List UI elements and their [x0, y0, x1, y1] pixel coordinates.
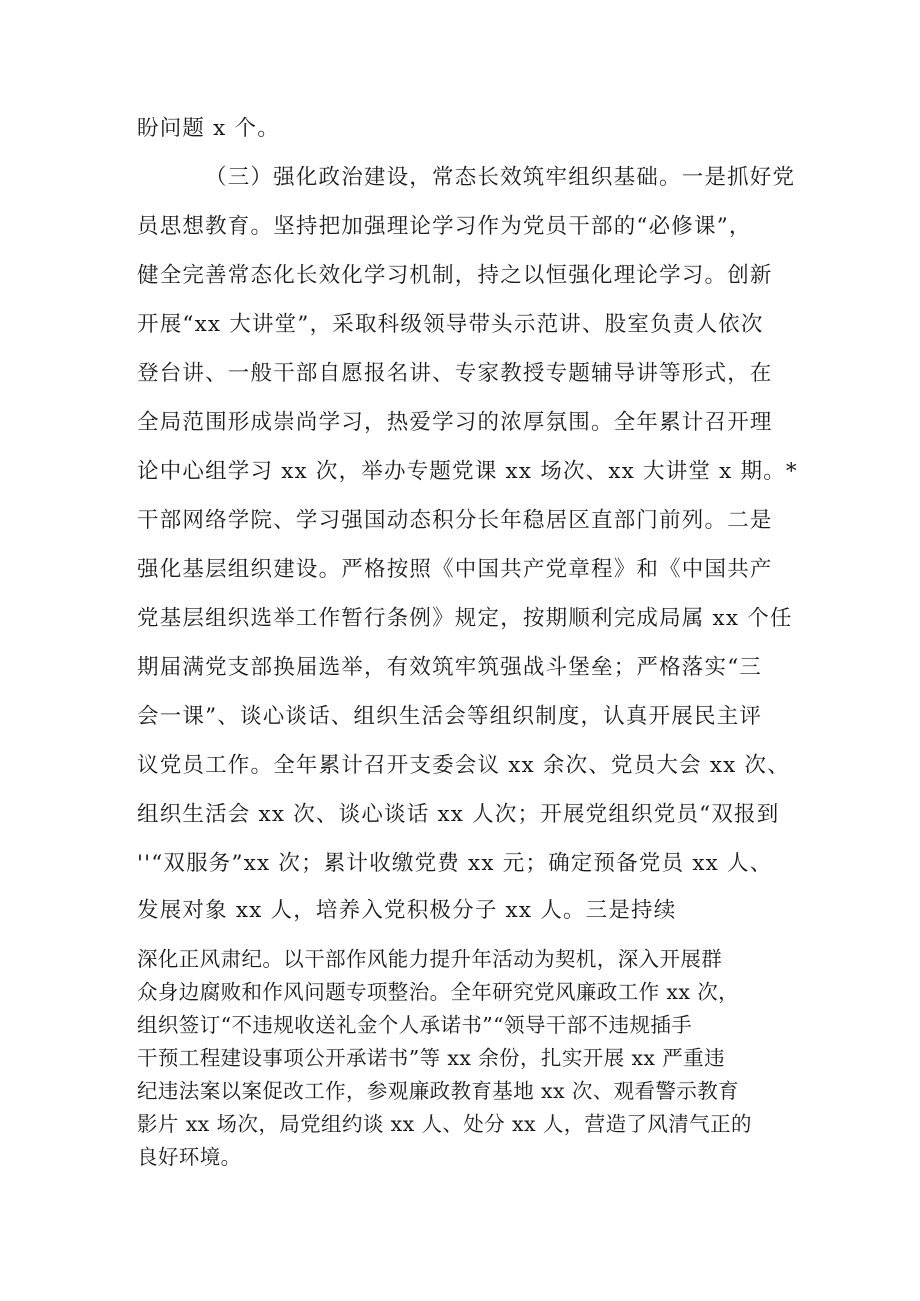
text-line: 组织签订“不违规收送礼金个人承诺书”“领导干部不违规插手 [137, 1013, 693, 1037]
text-line: 强化基层组织建设。严格按照《中国共产党章程》和《中国共产 [137, 557, 773, 582]
text-line: 开展“xx 大讲堂”，采取科级领导带头示范讲、股室负责人依次 [137, 312, 764, 337]
text-line: 干部网络学院、学习强国动态积分长年稳居区直部门前列。二是 [137, 508, 773, 533]
text-line: 众身边腐败和作风问题专项整治。全年研究党风廉政工作 xx 次， [137, 980, 740, 1004]
text-line: 登台讲、一般干部自愿报名讲、专家教授专题辅导讲等形式，在 [137, 361, 773, 386]
text-line: 深化正风肃纪。以干部作风能力提升年活动为契机，深入开展群 [137, 947, 723, 971]
text-line: 员思想教育。坚持把加强理论学习作为党员干部的“必修课”， [137, 214, 752, 239]
text-line: 良好环境。 [137, 1145, 242, 1169]
text-line: 干预工程建设事项公开承诺书”等 xx 余份，扎实开展 xx 严重违 [137, 1046, 725, 1070]
text-line: 纪违法案以案促改工作，参观廉政教育基地 xx 次、观看警示教育 [137, 1079, 740, 1103]
text-line: 发展对象 xx 人，培养入党积极分子 xx 人。三是持续 [137, 898, 677, 923]
text-line: 会一课”、谈心谈话、组织生活会等组织制度，认真开展民主评 [137, 704, 763, 729]
text-line: 影片 xx 场次，局党组约谈 xx 人、处分 xx 人，营造了风清气正的 [137, 1112, 752, 1136]
text-line: 全局范围形成崇尚学习，热爱学习的浓厚氛围。全年累计召开理 [137, 410, 773, 435]
text-line: 期届满党支部换届选举，有效筑牢筑强战斗堡垒；严格落实“三 [137, 655, 763, 680]
text-line: 组织生活会 xx 次、谈心谈话 xx 人次；开展党组织党员“双报到 [137, 802, 780, 827]
text-line: 健全完善常态化长效化学习机制，持之以恒强化理论学习。创新 [137, 263, 773, 288]
text-line: 论中心组学习 xx 次，举办专题党课 xx 场次、xx 大讲堂 x 期。* [137, 459, 798, 484]
text-line: 议党员工作。全年累计召开支委会议 xx 余次、党员大会 xx 次、 [137, 753, 790, 778]
text-line: 盼问题 x 个。 [137, 116, 280, 141]
text-line: 党基层组织选举工作暂行条例》规定，按期顺利完成局属 xx 个任 [137, 606, 793, 631]
section-heading-line: （三）强化政治建设，常态长效筑牢组织基础。一是抓好党 [205, 165, 796, 190]
text-line: ''“双服务”xx 次；累计收缴党费 xx 元；确定预备党员 xx 人、 [137, 851, 773, 876]
